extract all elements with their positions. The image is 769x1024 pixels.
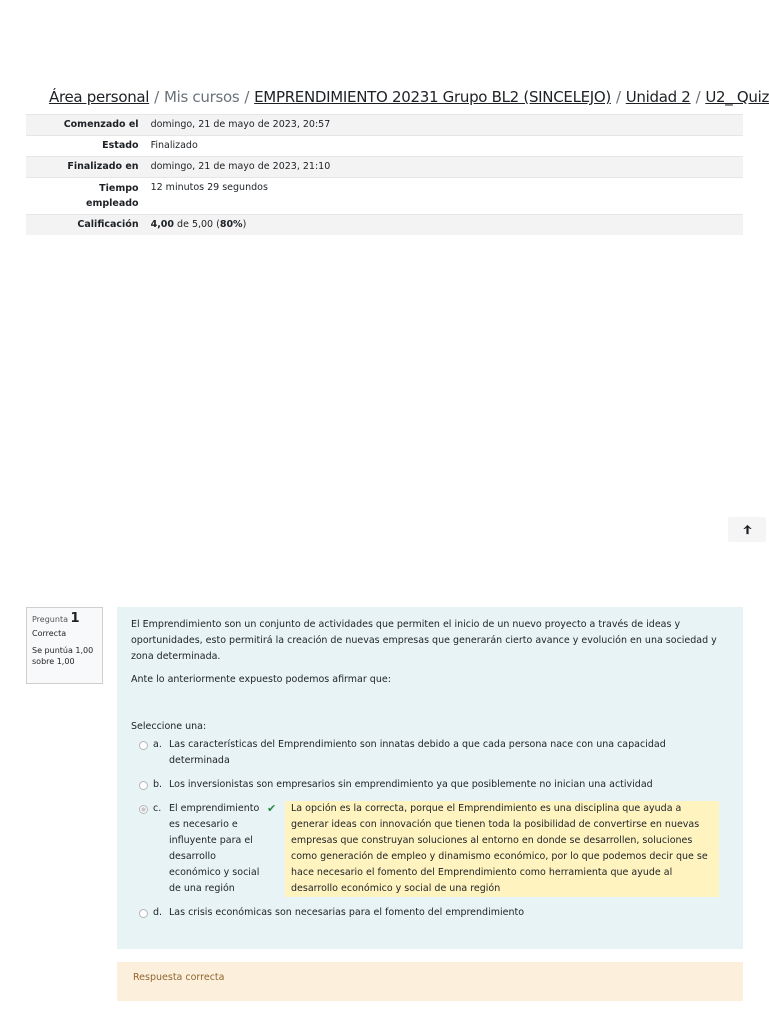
option-text: Las características del Emprendimiento son innatas debido a que cada persona nace con una capacidad determinada — [169, 739, 666, 766]
summary-label: Tiempo empleado — [86, 183, 139, 209]
radio-button[interactable] — [139, 781, 148, 790]
breadcrumb-link-area-personal[interactable]: Área personal — [49, 88, 150, 106]
summary-value: domingo, 21 de mayo de 2023, 21:10 — [150, 161, 331, 172]
question-prompt: Seleccione una: — [131, 721, 207, 732]
check-icon: ✔ — [267, 802, 277, 815]
summary-row-finished — [26, 157, 743, 178]
breadcrumb-separator: / — [244, 88, 250, 106]
grade-percent: 80% — [219, 219, 243, 230]
summary-row-time-taken — [26, 178, 743, 215]
option-text: El emprendimiento es necesario e influyente para el desarrollo económico y social de una región — [169, 803, 260, 894]
arrow-up-icon — [742, 524, 753, 535]
grade-score: 4,00 — [150, 219, 175, 230]
radio-button[interactable] — [139, 741, 148, 750]
breadcrumb-link-quiz[interactable]: U2_ Quiz — [705, 88, 769, 106]
question-state: Correcta — [32, 629, 67, 638]
question-number: 1 — [70, 611, 80, 626]
summary-label: Comenzado el — [63, 119, 139, 130]
breadcrumb-link-unidad[interactable]: Unidad 2 — [625, 88, 691, 106]
option-letter: c. — [153, 803, 162, 814]
radio-button[interactable] — [139, 909, 148, 918]
selected-option-wrap — [169, 801, 719, 897]
question-info — [26, 607, 103, 684]
option-text: Las crisis económicas son necesarias para el fomento del emprendimiento — [169, 907, 525, 918]
breadcrumb-separator: / — [154, 88, 159, 106]
breadcrumb-separator: / — [695, 88, 701, 106]
summary-label: Estado — [102, 140, 139, 151]
breadcrumb-link-course[interactable]: EMPRENDIMIENTO 20231 Grupo BL2 (SINCELEJO) — [254, 88, 611, 106]
question-grade: Se puntúa 1,00 sobre 1,00 — [32, 646, 94, 666]
summary-value: domingo, 21 de mayo de 2023, 20:57 — [150, 119, 331, 130]
summary-label: Calificación — [77, 219, 139, 230]
outcome-text: Respuesta correcta — [133, 972, 225, 983]
answer-option-b[interactable] — [131, 777, 729, 793]
summary-value — [145, 215, 743, 236]
grade-close: ) — [242, 219, 247, 230]
scroll-to-top-button[interactable] — [728, 517, 766, 542]
question-content — [117, 607, 743, 949]
answer-options — [131, 737, 729, 921]
summary-row-grade — [26, 215, 743, 236]
option-letter: b. — [153, 779, 163, 790]
option-feedback: La opción es la correcta, porque el Emprendimiento es una disciplina que ayuda a generar ideas con innovación que tienen toda la posibilidad de convertirse en nuevas empresas que construyan soluciones al entorno en donde se desarrollen, soluciones como generación de empleo y dinamismo económico, por lo que podemos decir que se hace necesario el fomento del Emprendimiento como herramienta que ayude al desarrollo económico y social de una región — [285, 801, 719, 897]
summary-row-state — [26, 136, 743, 157]
radio-button-selected[interactable] — [139, 805, 148, 814]
grade-of: de 5,00 ( — [174, 219, 220, 230]
question-text-paragraph: El Emprendimiento son un conjunto de actividades que permiten el inicio de un nuevo proyecto a través de ideas y oportunidades, esto permitirá la creación de nuevas empresas que generarán cierto avance y evolución en una sociedad y zona determinada. — [131, 619, 717, 662]
answer-option-d[interactable] — [131, 905, 729, 921]
breadcrumb-separator: / — [615, 88, 621, 106]
question-text-paragraph: Ante lo anteriormente expuesto podemos afirmar que: — [131, 674, 391, 685]
answer-option-a[interactable] — [131, 737, 729, 769]
summary-value: Finalizado — [150, 140, 198, 151]
option-letter: d. — [153, 907, 163, 918]
summary-row-started — [26, 115, 743, 136]
answer-option-c[interactable] — [131, 801, 729, 897]
summary-value: 12 minutos 29 segundos — [150, 182, 268, 193]
breadcrumb — [49, 88, 769, 106]
option-text: Los inversionistas son empresarios sin emprendimiento ya que posiblemente no inician una actividad — [169, 779, 653, 790]
question-number-label: Pregunta — [32, 615, 68, 624]
quiz-summary-table — [26, 114, 743, 235]
question-number-line — [32, 613, 97, 626]
breadcrumb-item-mis-cursos: Mis cursos — [163, 88, 240, 106]
answer-outcome — [117, 962, 743, 1001]
option-letter: a. — [153, 739, 162, 750]
question-text — [131, 617, 729, 688]
summary-label: Finalizado en — [67, 161, 139, 172]
